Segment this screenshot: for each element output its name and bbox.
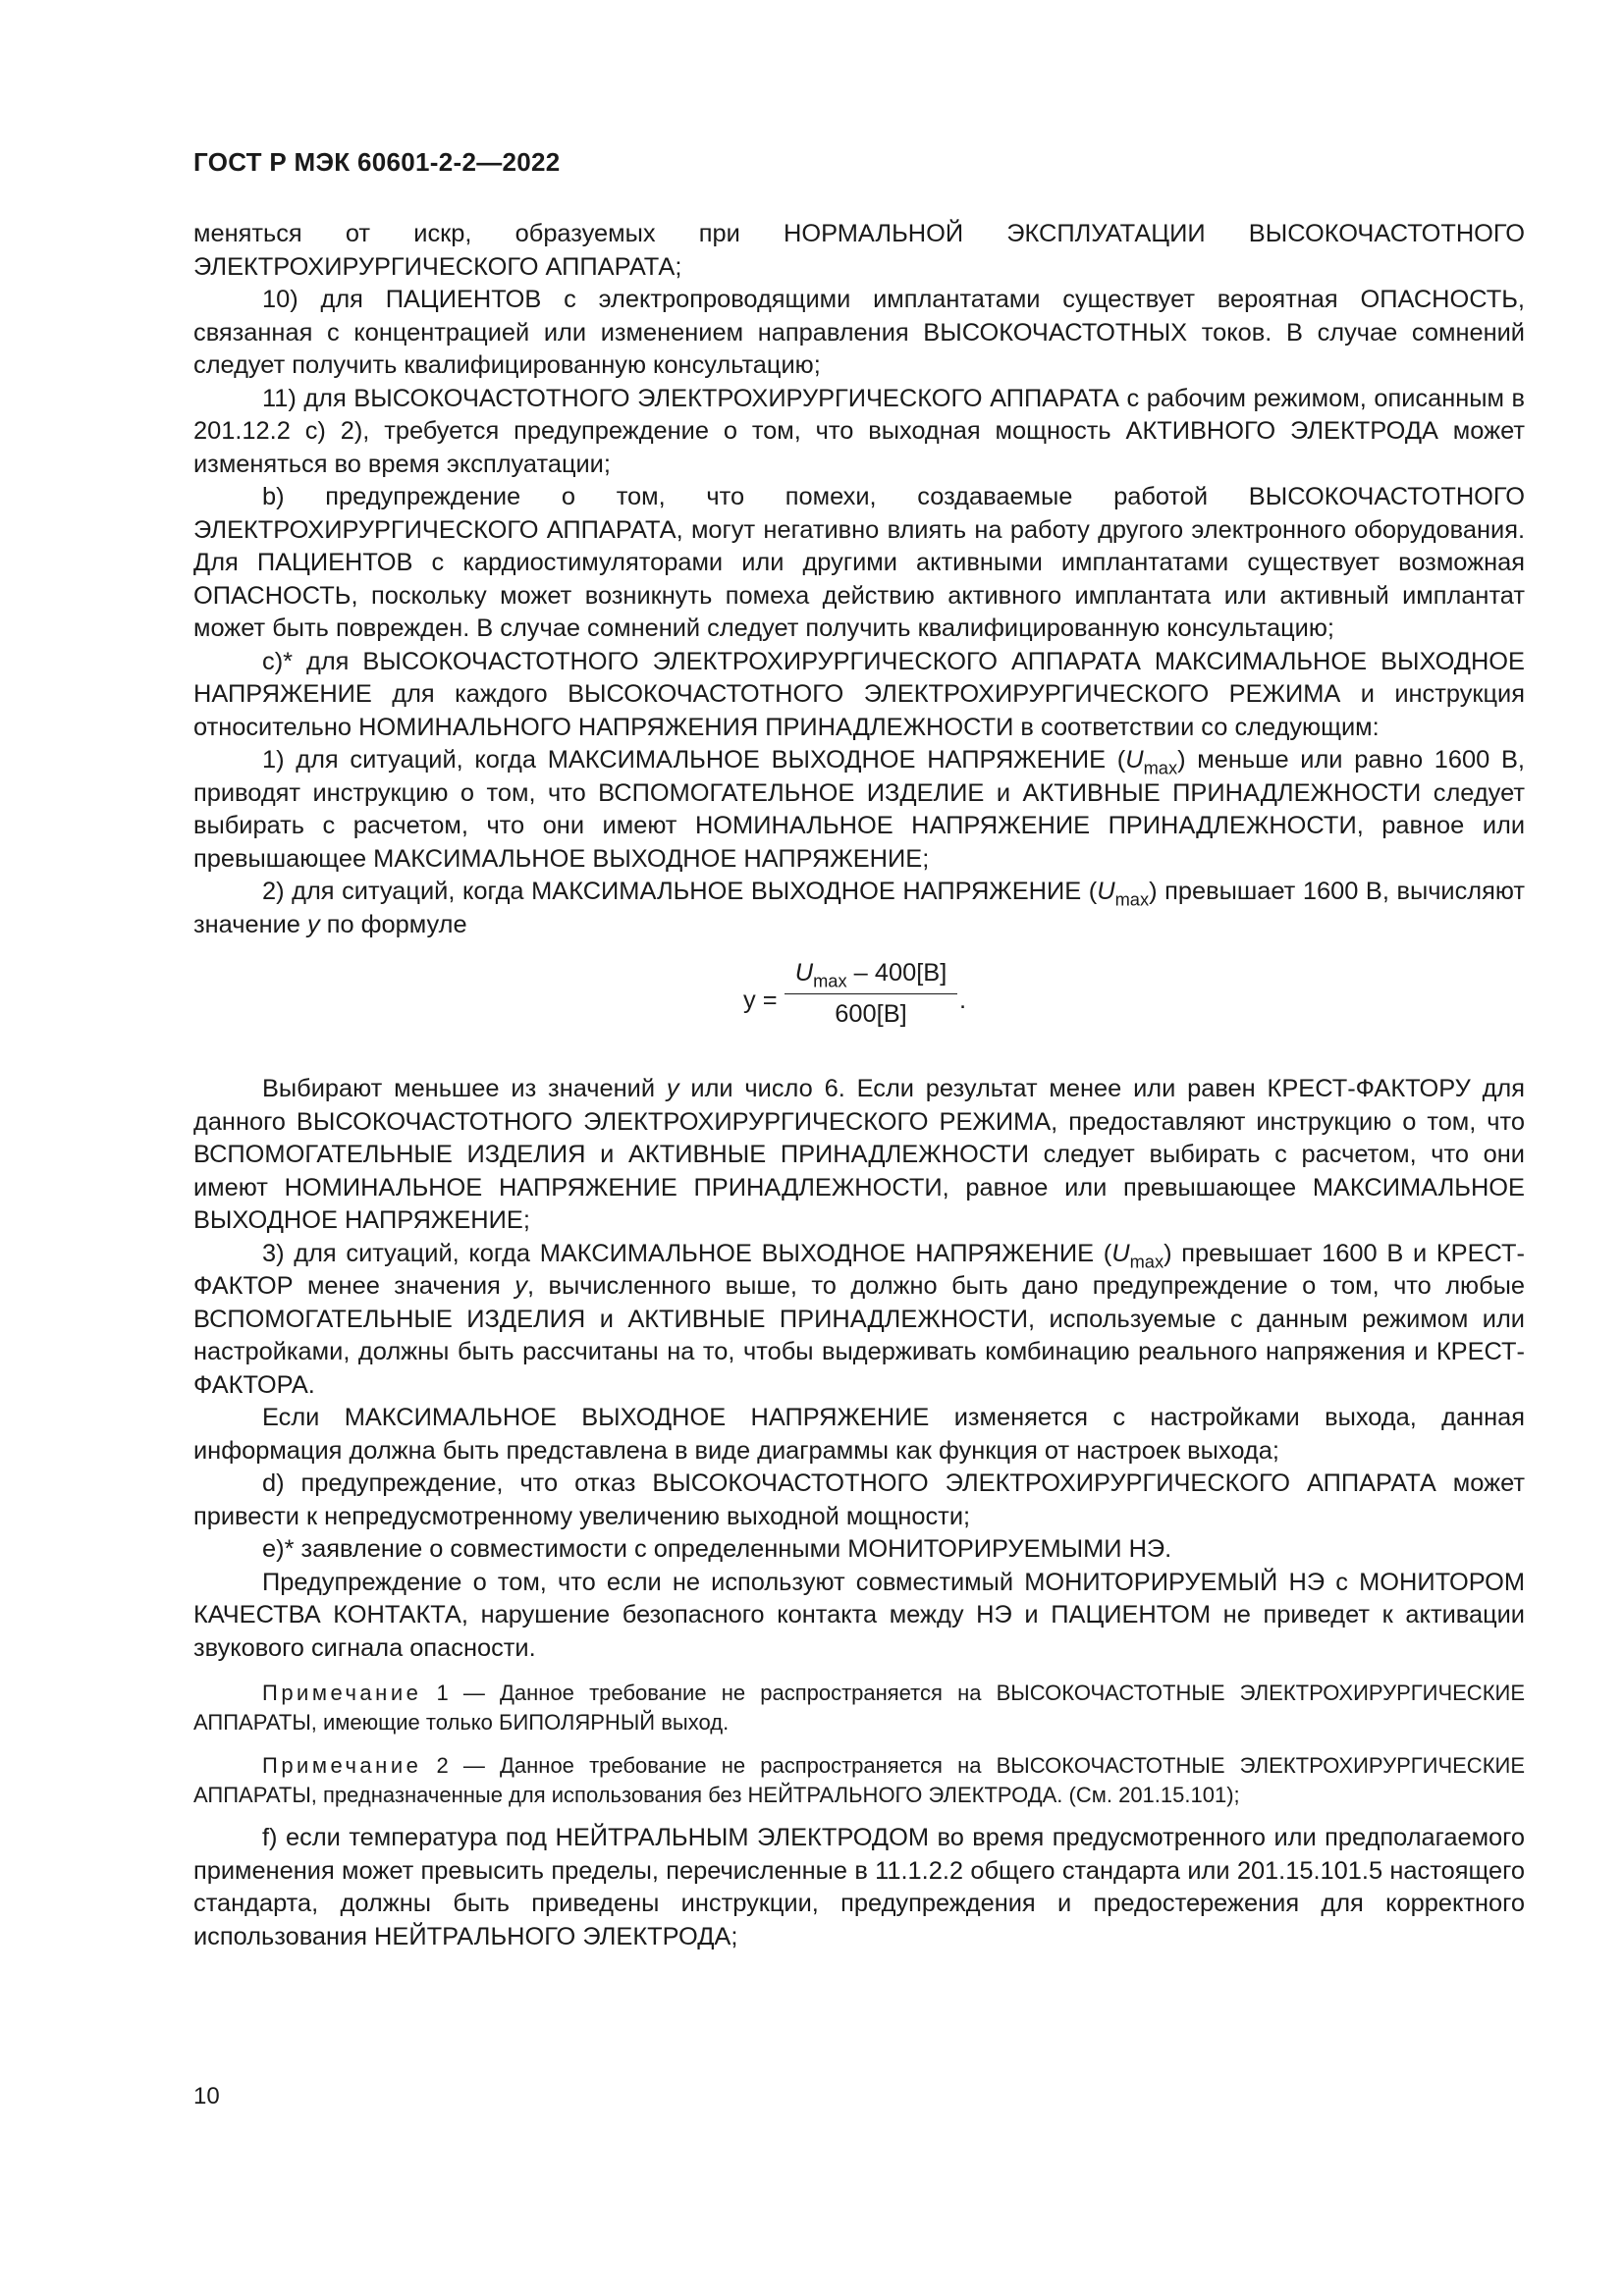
- paragraph-item-f: f) если температура под НЕЙТРАЛЬНЫМ ЭЛЕКТРОДОМ во время предусмотренного или предполагаемого применения может превысить пределы, перечисленные в 11.1.2.2 общего стандарта или 201.15.101.5 настоящего стандарта, должны быть приведены инструкции, предупреждения и предостережения для корректного использования НЕЙТРАЛЬНОГО ЭЛЕКТРОДА;: [193, 1824, 1525, 1950]
- formula-numerator: [785, 955, 957, 990]
- umax-symbol: U: [794, 959, 814, 987]
- document-header: ГОСТ Р МЭК 60601-2-2—2022: [193, 147, 561, 177]
- text-span: , вычисленного выше, то должно быть дано предупреждение о том, что любые ВСПОМОГАТЕЛЬНЫЕ ИЗДЕЛИЯ и АКТИВНЫЕ ПРИНАДЛЕЖНОСТИ, используемые с данным режимом или настройками, должны быть рассчитаны на то, чтобы выдерживать комбинацию реального напряжения и КРЕСТ-ФАКТОРА.: [193, 1272, 1525, 1399]
- formula-lhs: y =: [743, 987, 778, 1014]
- paragraph-output-settings: Если МАКСИМАЛЬНОЕ ВЫХОДНОЕ НАПРЯЖЕНИЕ изменяется с настройками выхода, данная информация должна быть представлена в виде диаграммы как функция от настроек выхода;: [193, 1404, 1525, 1465]
- text-span: или число 6. Если результат менее или равен КРЕСТ-ФАКТОРУ для данного ВЫСОКОЧАСТОТНОГО ЭЛЕКТРОХИРУРГИЧЕСКОГО РЕЖИМА, предоставляют инструкцию о том, что ВСПОМОГАТЕЛЬНЫЕ ИЗДЕЛИЯ и АКТИВНЫЕ ПРИНАДЛЕЖНОСТИ следует выбирать с расчетом, что они имеют НОМИНАЛЬНОЕ НАПРЯЖЕНИЕ ПРИНАДЛЕЖНОСТИ, равное или превышающее МАКСИМАЛЬНОЕ ВЫХОДНОЕ НАПРЯЖЕНИЕ;: [193, 1075, 1525, 1234]
- text-span: 1) для ситуаций, когда МАКСИМАЛЬНОЕ ВЫХОДНОЕ НАПРЯЖЕНИЕ (: [262, 746, 1126, 774]
- paragraph-continuation: меняться от искр, образуемых при НОРМАЛЬНОЙ ЭКСПЛУАТАЦИИ ВЫСОКОЧАСТОТНОГО ЭЛЕКТРОХИРУРГИЧЕСКОГО АППАРАТА;: [193, 220, 1525, 281]
- paragraph-item-10: 10) для ПАЦИЕНТОВ с электропроводящими имплантатами существует вероятная ОПАСНОСТЬ, связанная с концентрацией или изменением направления ВЫСОКОЧАСТОТНЫХ токов. В случае сомнений следует получить квалифицированную консультацию;: [193, 286, 1525, 379]
- note-label: Примечание: [262, 1681, 422, 1705]
- text-span: по формуле: [319, 910, 467, 938]
- paragraph-item-e: e)* заявление о совместимости с определенными МОНИТОРИРУЕМЫМИ НЭ.: [262, 1535, 1172, 1563]
- paragraph-choose-smaller: [193, 1073, 1525, 1238]
- note-number: 1: [421, 1681, 449, 1705]
- formula-end: .: [959, 987, 967, 1014]
- umax-subscript: max: [1114, 888, 1150, 910]
- umax-symbol: U: [1097, 878, 1115, 905]
- paragraph-warning: Предупреждение о том, что если не используют совместимый МОНИТОРИРУЕМЫЙ НЭ с МОНИТОРОМ КАЧЕСТВА КОНТАКТА, нарушение безопасного контакта между НЭ и ПАЦИЕНТОМ не приведет к активации звукового сигнала опасности.: [193, 1568, 1525, 1662]
- umax-subscript: max: [1129, 1250, 1164, 1271]
- paragraph-item-c3: [193, 1238, 1525, 1403]
- note-text: — Данное требование не распространяется на ВЫСОКОЧАСТОТНЫЕ ЭЛЕКТРОХИРУРГИЧЕСКИЕ АППАРАТЫ, имеющие только БИПОЛЯРНЫЙ выход.: [193, 1681, 1525, 1735]
- paragraph-item-11: 11) для ВЫСОКОЧАСТОТНОГО ЭЛЕКТРОХИРУРГИЧЕСКОГО АППАРАТА с рабочим режимом, описанным в 201.12.2 c) 2), требуется предупреждение о том, что выходная мощность АКТИВНОГО ЭЛЕКТРОДА может изменяться во время эксплуатации;: [193, 384, 1525, 478]
- paragraph-item-c: c)* для ВЫСОКОЧАСТОТНОГО ЭЛЕКТРОХИРУРГИЧЕСКОГО АППАРАТА МАКСИМАЛЬНОЕ ВЫХОДНОЕ НАПРЯЖЕНИЕ для каждого ВЫСОКОЧАСТОТНОГО ЭЛЕКТРОХИРУРГИЧЕСКОГО РЕЖИМА и инструкция относительно НОМИНАЛЬНОГО НАПРЯЖЕНИЯ ПРИНАДЛЕЖНОСТИ в соответствии со следующим:: [193, 647, 1525, 741]
- paragraph-item-d: d) предупреждение, что отказ ВЫСОКОЧАСТОТНОГО ЭЛЕКТРОХИРУРГИЧЕСКОГО АППАРАТА может привести к непредусмотренному увеличению выходной мощности;: [193, 1469, 1525, 1530]
- note-1: [193, 1679, 1525, 1737]
- formula-denominator: 600[В]: [835, 1000, 907, 1028]
- umax-symbol: U: [1125, 746, 1144, 774]
- note-text: — Данное требование не распространяется на ВЫСОКОЧАСТОТНЫЕ ЭЛЕКТРОХИРУРГИЧЕСКИЕ АППАРАТЫ, предназначенные для использования без НЕЙТРАЛЬНОГО ЭЛЕКТРОДА. (См. 201.15.101);: [193, 1753, 1525, 1807]
- umax-subscript: max: [813, 970, 847, 991]
- formula-numerator-rest: – 400[В]: [846, 959, 947, 987]
- document-body: [193, 218, 1525, 1953]
- text-span: 2) для ситуаций, когда МАКСИМАЛЬНОЕ ВЫХОДНОЕ НАПРЯЖЕНИЕ (: [262, 878, 1098, 905]
- text-span: ) превышает 1600 В, вычисляют значение: [193, 878, 1525, 938]
- text-span: ) меньше или равно 1600 В, приводят инструкцию о том, что ВСПОМОГАТЕЛЬНОЕ ИЗДЕЛИЕ и АКТИВНЫЕ ПРИНАДЛЕЖНОСТИ следует выбирать с расчетом, что они имеют НОМИНАЛЬНОЕ НАПРЯЖЕНИЕ ПРИНАДЛЕЖНОСТИ, равное или превышающее МАКСИМАЛЬНОЕ ВЫХОДНОЕ НАПРЯЖЕНИЕ;: [193, 746, 1525, 873]
- text-span: Выбирают меньшее из значений: [262, 1075, 667, 1102]
- formula: [193, 955, 1525, 1043]
- formula-fraction: [785, 955, 957, 1030]
- note-number: 2: [421, 1753, 449, 1778]
- page-number: 10: [193, 2083, 220, 2109]
- text-span: 3) для ситуаций, когда МАКСИМАЛЬНОЕ ВЫХОДНОЕ НАПРЯЖЕНИЕ (: [262, 1239, 1112, 1267]
- umax-subscript: max: [1143, 757, 1178, 778]
- note-label: Примечание: [262, 1753, 422, 1778]
- y-symbol: y: [514, 1272, 527, 1300]
- y-symbol: y: [666, 1075, 679, 1102]
- paragraph-item-c2: [193, 876, 1525, 941]
- note-2: [193, 1751, 1525, 1810]
- paragraph-item-c1: [193, 744, 1525, 876]
- y-symbol: y: [306, 910, 320, 938]
- umax-symbol: U: [1111, 1239, 1130, 1267]
- text-span: ) превышает 1600 В и КРЕСТ-ФАКТОР менее значения: [193, 1239, 1525, 1300]
- paragraph-item-b: b) предупреждение о том, что помехи, создаваемые работой ВЫСОКОЧАСТОТНОГО ЭЛЕКТРОХИРУРГИЧЕСКОГО АППАРАТА, могут негативно влиять на работу другого электронного оборудования. Для ПАЦИЕНТОВ с кардиостимуляторами или другими активными имплантатами существует возможная ОПАСНОСТЬ, поскольку может возникнуть помеха действию активного имплантата или активный имплантат может быть поврежден. В случае сомнений следует получить квалифицированную консультацию;: [193, 483, 1525, 642]
